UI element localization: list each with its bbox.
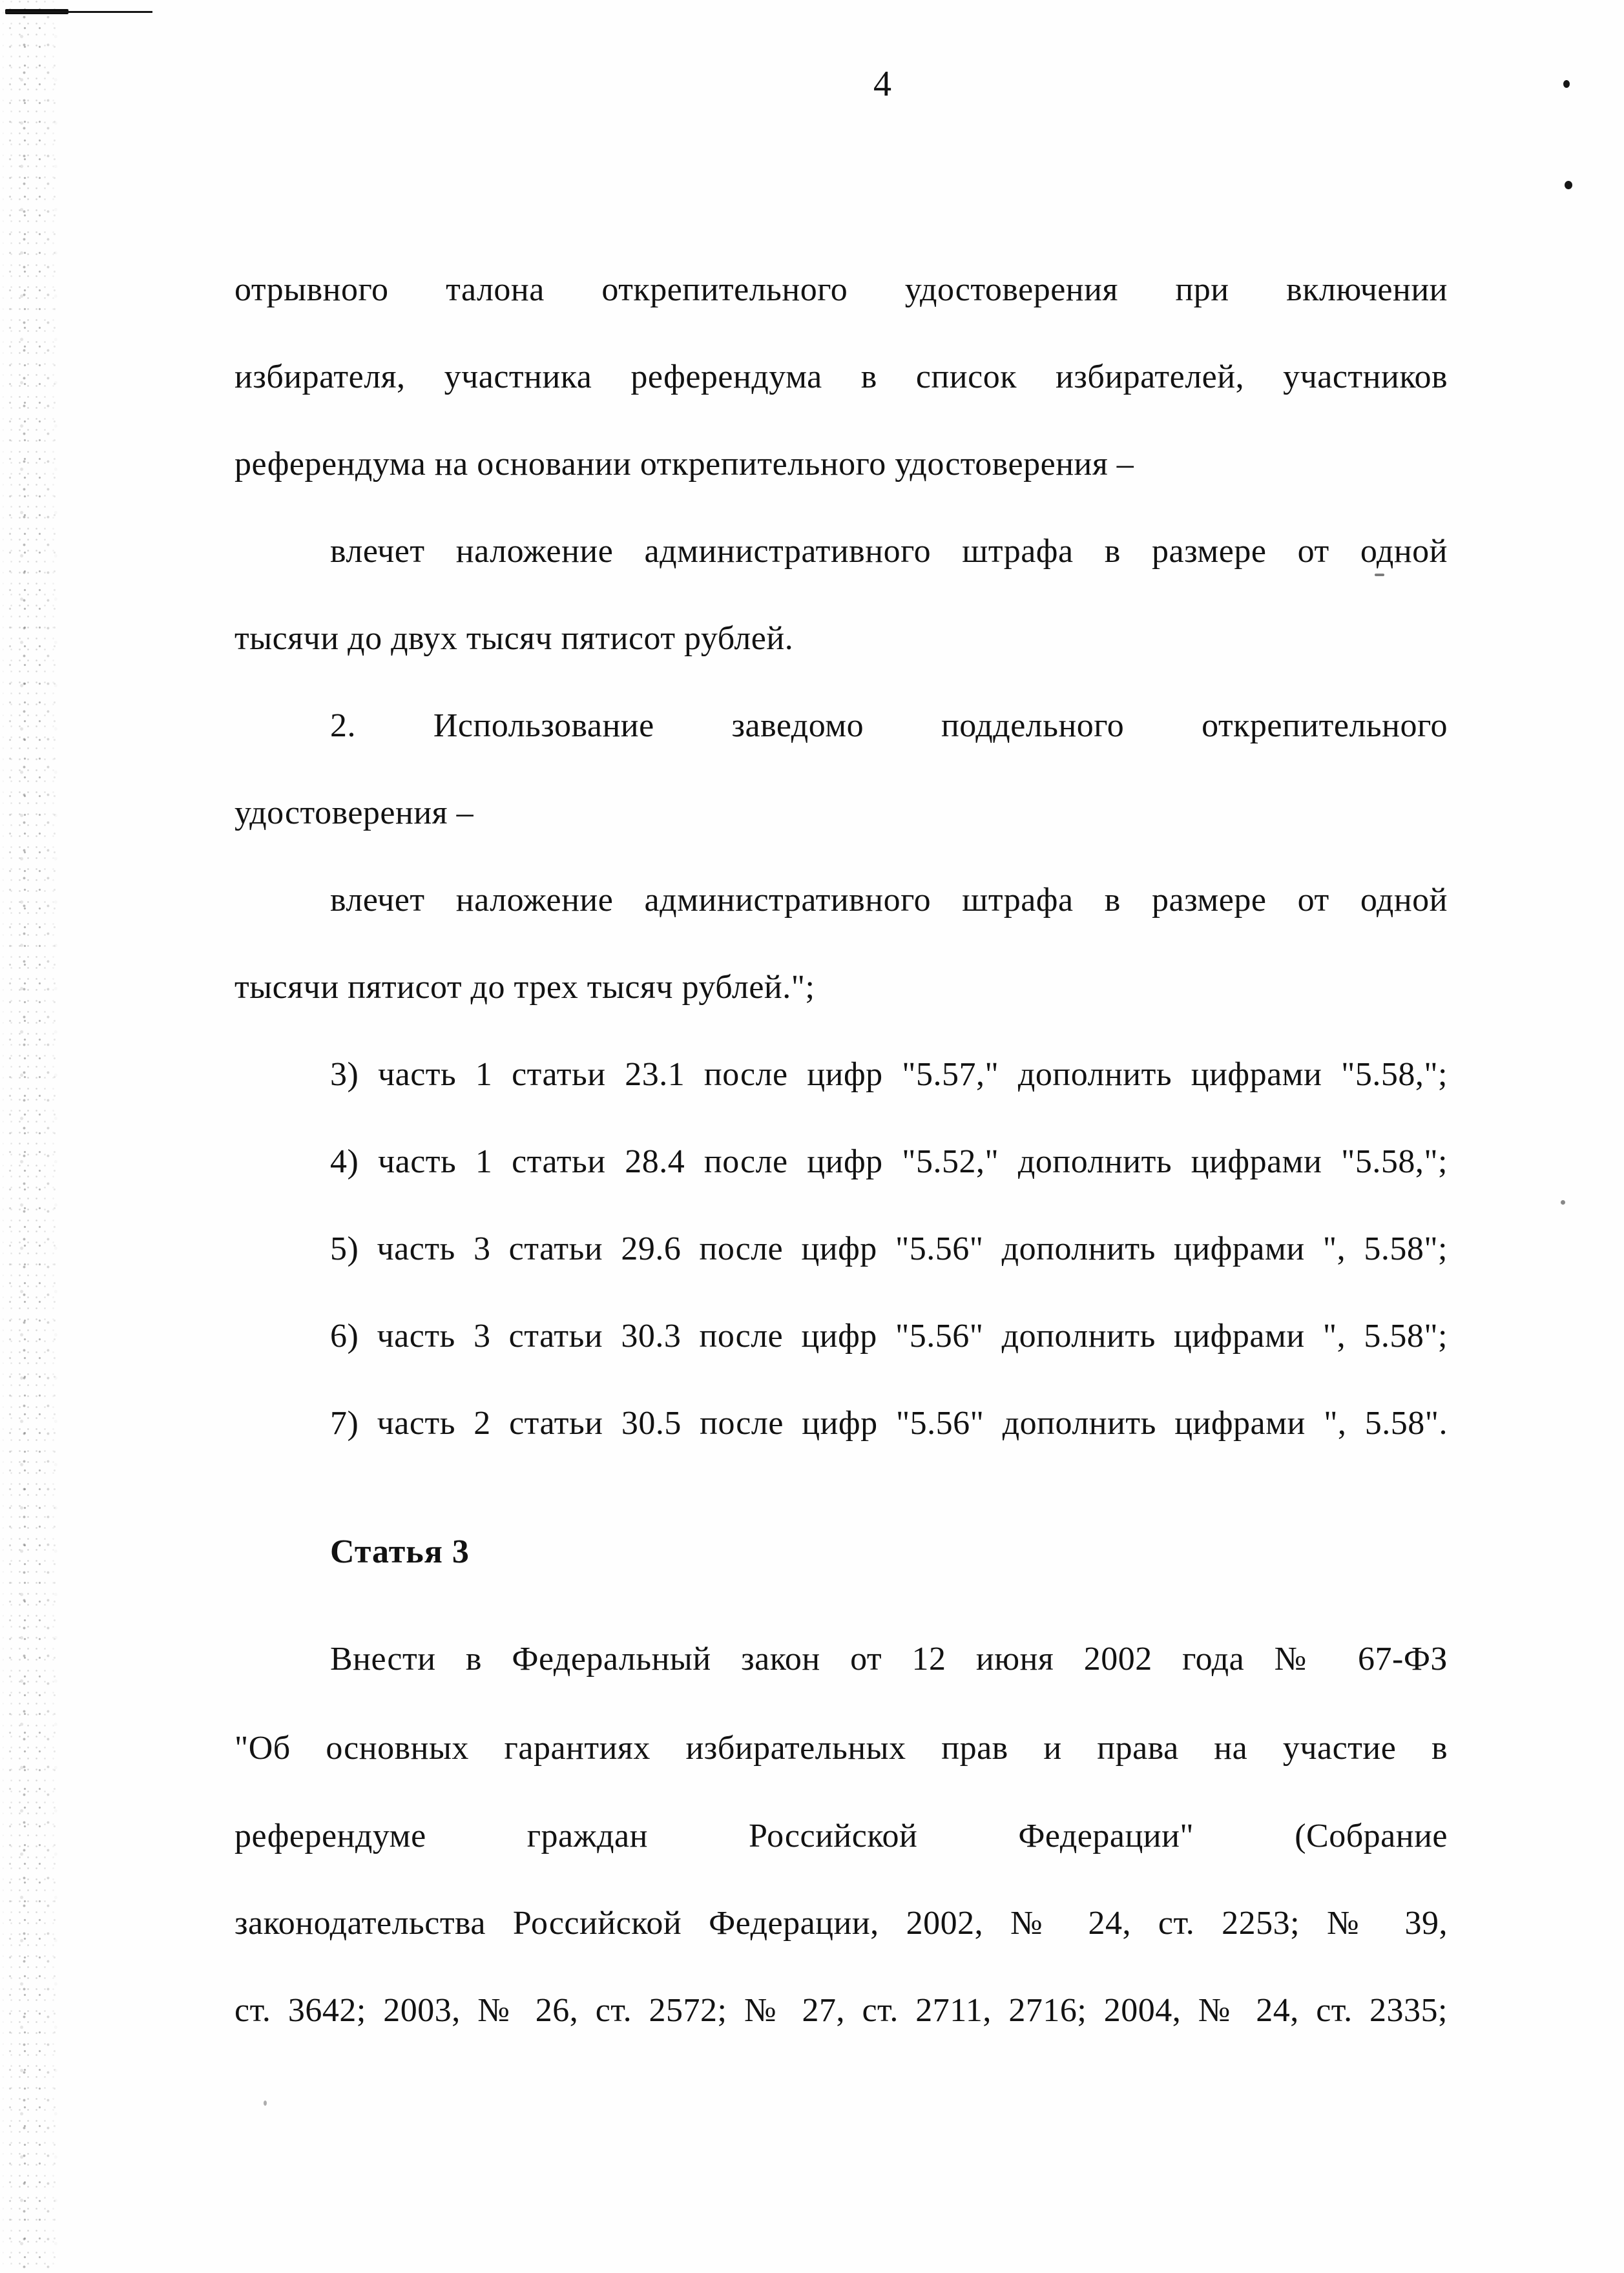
page-number: 4 [873,64,892,104]
text-line: влечет наложение административного штрафа в размере от одной [330,882,1448,919]
ink-speck [1375,574,1384,576]
list-item-line: 5) часть 3 статьи 29.6 после цифр "5.56" дополнить цифрами ", 5.58"; [330,1230,1448,1267]
text-line: отрывного талона открепительного удостоверения при включении [234,271,1448,308]
text-line: удостоверения – [234,794,474,831]
text-line: референдуме граждан Российской Федерации" (Собрание [234,1818,1448,1854]
text-line: избирателя, участника референдума в список избирателей, участников [234,358,1448,395]
text-line: законодательства Российской Федерации, 2002, № 24, ст. 2253; № 39, [234,1905,1448,1942]
list-item-line: 3) часть 1 статьи 23.1 после цифр "5.57," дополнить цифрами "5.58,"; [330,1056,1448,1093]
text-line: тысячи пятисот до трех тысяч рублей."; [234,969,815,1006]
scan-noise-band [3,0,62,2273]
ink-speck [264,2101,267,2106]
text-line: тысячи до двух тысяч пятисот рублей. [234,620,794,657]
text-line: влечет наложение административного штрафа в размере от одной [330,533,1448,570]
list-item-line: 4) часть 1 статьи 28.4 после цифр "5.52," дополнить цифрами "5.58,"; [330,1143,1448,1180]
text-line: "Об основных гарантиях избирательных прав и права на участие в [234,1730,1448,1767]
list-item-line: 6) часть 3 статьи 30.3 после цифр "5.56" дополнить цифрами ", 5.58"; [330,1318,1448,1354]
ink-speck [1561,1200,1565,1205]
ink-speck [1565,181,1572,189]
ink-speck [1563,80,1570,88]
text-line: референдума на основании открепительного удостоверения – [234,446,1134,483]
text-line: ст. 3642; 2003, № 26, ст. 2572; № 27, ст. 2711, 2716; 2004, № 24, ст. 2335; [234,1992,1448,2029]
text-line: Внести в Федеральный закон от 12 июня 2002 года № 67-ФЗ [330,1641,1448,1677]
text-line: 2. Использование заведомо поддельного открепительного [330,707,1448,744]
article-heading: Статья 3 [330,1533,470,1570]
scan-line-artifact [5,11,152,13]
list-item-line: 7) часть 2 статьи 30.5 после цифр "5.56" дополнить цифрами ", 5.58". [330,1405,1448,1442]
